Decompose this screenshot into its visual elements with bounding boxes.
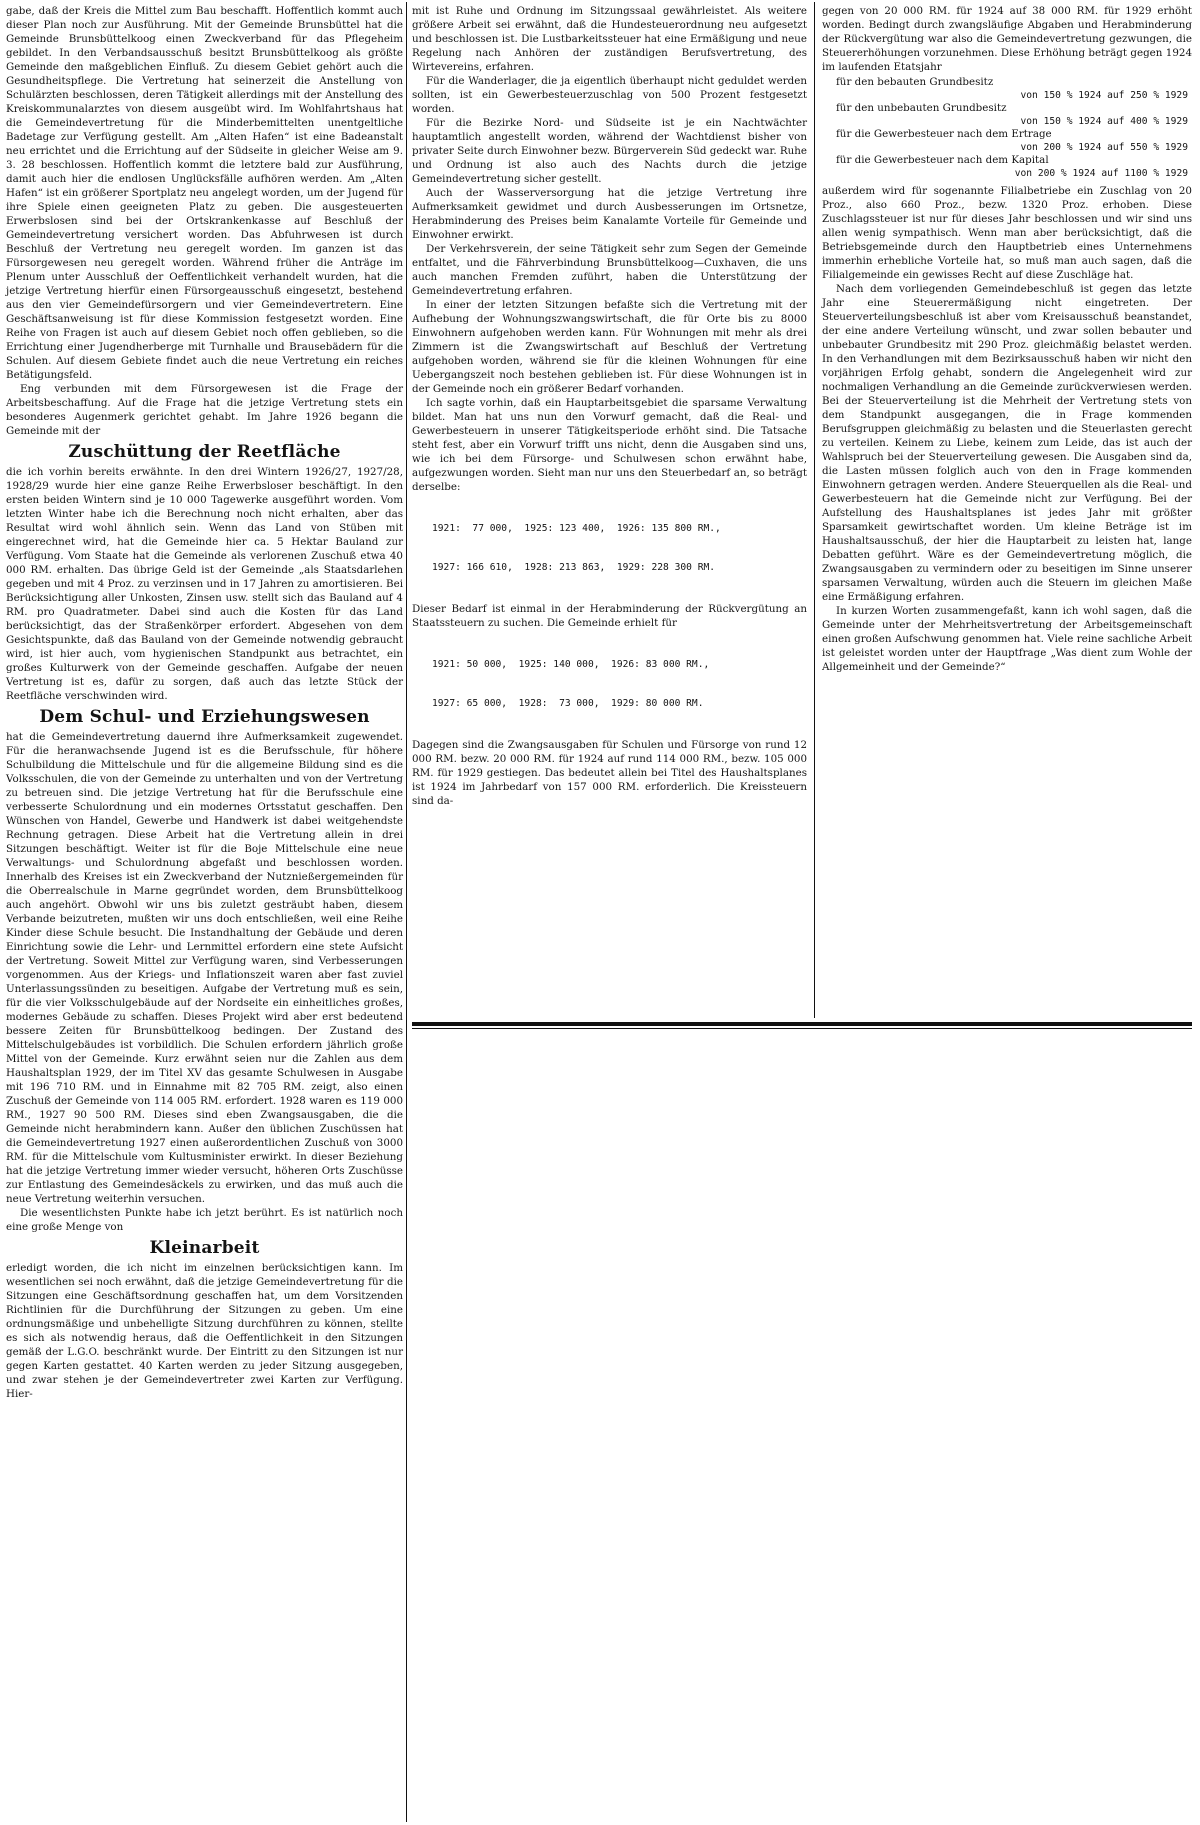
paragraph: Für die Wanderlager, die ja eigentlich überhaupt nicht geduldet werden sollten, ist ein Gewerbesteuerzuschlag von 500 Prozent festgesetzt worden. (412, 75, 807, 115)
tax-category: für die Gewerbesteuer nach dem Ertrage (836, 128, 1052, 140)
section-heading: Dem Schul- und Erziehungswesen (39, 707, 370, 727)
paragraph: Ich sagte vorhin, daß ein Hauptarbeitsgebiet die sparsame Verwaltung bildet. Man hat uns nun den Vorwurf gemacht, daß die Real- und Gewerbesteuern in unserer Tätigkeitsperiode erhöht sind. Die Tatsache steht fest, aber ein Vorwurf trifft uns nicht, denn die Ausgaben sind uns, wie ich bei dem Fürsorge- und Schulwesen schon erwähnt habe, aufgezwungen worden. Sieht man nur uns den Steuerbedarf an, so beträgt derselbe: (412, 397, 807, 493)
paragraph: Dieser Bedarf ist einmal in der Herabminderung der Rückvergütung an Staatssteuern zu suchen. Die Gemeinde erhielt für (412, 603, 807, 629)
paragraph: Eng verbunden mit dem Fürsorgewesen ist die Frage der Arbeitsbeschaffung. Auf die Frage hat die jetzige Vertretung stets ein besonderes Augenmerk gerichtet gehabt. Im Jahre 1926 begann die Gemeinde mit der (6, 383, 403, 437)
figures-line: 1921: 50 000, 1925: 140 000, 1926: 83 000 RM., (432, 659, 710, 670)
article-end-rule-thin (412, 1028, 1192, 1029)
paragraph: Für die Bezirke Nord- und Südseite ist je ein Nachtwächter hauptamtlich angestellt worden, während der Wachtdienst bisher von privater Seite durch Einwohner bezw. Bürgerverein Süd gedeckt war. Ruhe und Ordnung ist also auch des Nachts durch die jetzige Gemeindevertretung sicher gestellt. (412, 117, 807, 185)
paragraph: Nach dem vorliegenden Gemeindebeschluß ist gegen das letzte Jahr eine Steuerermäßigung nicht eingetreten. Der Steuerverteilungsbeschluß ist aber vom Kreisausschuß beanstandet, der eine andere Verteilung wünscht, und zwar sollen bebauter und unbebauter Grundbesitz mit 290 Proz. gleichmäßig belastet werden. In den Verhandlungen mit dem Bezirksausschuß haben wir nicht den vorjährigen Erfolg gehabt, sondern die Angelegenheit wird zur nochmaligen Verhandlung an die Gemeinde zurückverwiesen werden. Bei der Steuerverteilung ist die Mehrheit der Vertretung stets von dem Standpunkt ausgegangen, die in Frage kommenden Berufsgruppen gleichmäßig zu belasten und die Steuerlasten gerecht zu verteilen. Keinem zu Liebe, keinem zum Leide, das ist auch der Wahlspruch bei der Steuerverteilung gewesen. Die Ausgaben sind da, die Lasten müssen folglich auch von den in Frage kommenden Einwohnern getragen werden. Andere Steuerquellen als die Real- und Gewerbesteuern hat die Gemeinde nicht zur Verfügung. Bei der Aufstellung des Haushaltsplanes ist jedes Jahr mit größter Sparsamkeit gewirtschaftet worden. Um kleine Beträge ist im Haushaltsausschuß, der hier die Hauptarbeit zu leisten hat, lange Debatten geführt. Wäre es der Gemeindevertretung möglich, die Zwangsausgaben zu vermindern oder zu beseitigen im Sinne unserer sparsamen Verwaltung, würden auch die Steuern im gleichen Maße eine Ermäßigung erfahren. (822, 283, 1192, 603)
article-end-rule (412, 1022, 1192, 1026)
tax-demand-figures (432, 496, 807, 600)
paragraph: erledigt worden, die ich nicht im einzelnen berücksichtigen kann. Im wesentlichen sei noch erwähnt, daß die jetzige Gemeindevertretung für die Sitzungen eine Geschäftsordnung geschaffen hat, um dem Vorsitzenden Richtlinien für die Durchführung der Sitzungen zu geben. Um eine ordnungsmäßige und unbehelligte Sitzung durchführen zu können, stellte es sich als notwendig heraus, daß die Oeffentlichkeit in den Sitzungen gemäß der L.G.O. beschränkt wurde. Der Eintritt zu den Sitzungen ist nur gegen Karten gestattet. 40 Karten werden zu jeder Sitzung ausgegeben, und zwar stehen je der Gemeindevertreter zwei Karten zur Verfügung. Hier- (6, 1262, 403, 1400)
paragraph: außerdem wird für sogenannte Filialbetriebe ein Zuschlag von 20 Proz., also 660 Proz., bezw. 1320 Proz. erhoben. Diese Zuschlagssteuer ist nur für dieses Jahr beschlossen und wir sind uns allen wenig sympathisch. Wenn man aber berücksichtigt, daß die Betriebsgemeinde durch den Hauptbetrieb eines Unternehmens immerhin erhebliche Vorteile hat, so muß man auch sagen, daß die Filialgemeinde ein gewisses Recht auf diese Zuschläge hat. (822, 185, 1192, 281)
paragraph: Der Verkehrsverein, der seine Tätigkeit sehr zum Segen der Gemeinde entfaltet, und die Fährverbindung Brunsbüttelkoog—Cuxhaven, die uns auch manchen Fremden zuführt, haben die Unterstützung der Gemeindevertretung erfahren. (412, 243, 807, 297)
tax-rate-change: von 200 % 1924 auf 550 % 1929 (1020, 142, 1188, 153)
text-column-3 (822, 4, 1192, 674)
paragraph: gabe, daß der Kreis die Mittel zum Bau beschafft. Hoffentlich kommt auch dieser Plan noch zur Ausführung. Mit der Gemeinde Brunsbüttel hat die Gemeinde Brunsbüttelkoog einen Zweckverband für das Pflegeheim gebildet. In den Verbandsausschuß besitzt Brunsbüttelkoog als größte Gemeinde den maßgeblichen Einfluß. Zu diesem Gebiet gehört auch die Gesundheitspflege. Die Vertretung hat seinerzeit die Anstellung von Schulärzten beschlossen, deren Tätigkeit allerdings mit der Anstellung des Kreiskommunalarztes von diesem ausgeübt wird. Im Wohlfahrtshaus hat die Gemeindevertretung für die Minderbemittelten unentgeltliche Badetage zur Verfügung gestellt. Am „Alten Hafen“ ist eine Badeanstalt neu errichtet und die Errichtung auf der Südseite in gleicher Weise am 9. 3. 28 beschlossen. Hoffentlich kommt die letztere bald zur Ausführung, damit auch hier die endlosen Unglücksfälle aufhören werden. Am „Alten Hafen“ ist ein größerer Sportplatz neu angelegt worden, um der Jugend für ihre Spiele einen geeigneten Platz zu geben. Die ausgesteuerten Erwerbslosen sind bei der Ortskrankenkasse auf Beschluß der Gemeindevertretung versichert worden. Das Abfuhrwesen ist durch Beschluß der Vertretung neu geregelt worden. Im ganzen ist das Fürsorgewesen neu geregelt worden. Während früher die Anträge im Plenum unter Ausschluß der Oeffentlichkeit verhandelt wurden, hat die jetzige Vertretung hierfür einen Fürsorgeausschuß eingesetzt, bestehend aus den vier Gemeindefürsorgern und vier Gemeindevertretern. Eine Geschäftsanweisung ist für diese Kommission festgesetzt worden. Eine Reihe von Fragen ist auch auf diesem Gebiet noch offen geblieben, so die Errichtung einer Jugendherberge mit Turnhalle und Brausebädern für die Schulen. Auf diesem Gebiete findet auch die neue Vertretung ein reiches Betätigungsfeld. (6, 5, 403, 381)
text-column-1 (6, 4, 403, 1401)
figures-line: 1927: 166 610, 1928: 213 863, 1929: 228 300 RM. (432, 562, 716, 573)
figures-line: 1921: 77 000, 1925: 123 400, 1926: 135 800 RM., (432, 523, 721, 534)
paragraph: mit ist Ruhe und Ordnung im Sitzungssaal gewährleistet. Als weitere größere Arbeit sei erwähnt, daß die Hundesteuerordnung neu aufgesetzt und beschlossen ist. Die Lustbarkeitssteuer hat eine Ermäßigung und neue Regelung nach Anhören der zuständigen Berufsvertretung, des Wirtevereins, erfahren. (412, 5, 807, 73)
paragraph: Auch der Wasserversorgung hat die jetzige Vertretung ihre Aufmerksamkeit gewidmet und durch Ausbesserungen im Ortsnetze, Herabminderung des Preises beim Kanalamte Vorteile für Gemeinde und Einwohner erwirkt. (412, 187, 807, 241)
tax-rate-change: von 150 % 1924 auf 400 % 1929 (1020, 116, 1188, 127)
tax-rate-change: von 150 % 1924 auf 250 % 1929 (1020, 90, 1188, 101)
tax-category: für den bebauten Grundbesitz (836, 76, 994, 88)
tax-rate-change: von 200 % 1924 auf 1100 % 1929 (1014, 168, 1188, 179)
section-heading: Kleinarbeit (149, 1238, 260, 1258)
section-heading: Zuschüttung der Reetfläche (68, 442, 341, 462)
tax-category: für die Gewerbesteuer nach dem Kapital (836, 154, 1049, 166)
paragraph: die ich vorhin bereits erwähnte. In den drei Wintern 1926/27, 1927/28, 1928/29 wurde hier eine ganze Reihe Erwerbsloser beschäftigt. In den ersten beiden Wintern sind je 10 000 Tagewerke ausgeführt worden. Vom letzten Winter habe ich die Berechnung noch nicht erhalten, aber das Resultat wird wohl ähnlich sein. Wenn das Land von Stüben mit eingerechnet wird, hat die Gemeinde hier ca. 5 Hektar Bauland zur Verfügung. Vom Staate hat die Gemeinde als verlorenen Zuschuß etwa 40 000 RM. erhalten. Das übrige Geld ist der Gemeinde „als Staatsdarlehen gegeben und mit 4 Proz. zu verzinsen und in 17 Jahren zu amortisieren. Bei Berücksichtigung aller Unkosten, Zinsen usw. stellt sich das Bauland auf 4 RM. pro Quadratmeter. Dabei sind auch die Kosten für das Land berücksichtigt, das der Straßenkörper erfordert. Abgesehen von dem Gesichtspunkte, daß das Bauland von der Gemeinde notwendig gebraucht wird, ist hier auch, vom hygienischen Standpunkt aus betrachtet, ein großes Kulturwerk von der Gemeinde geschaffen. Aufgabe der neuen Vertretung ist es, dafür zu sorgen, daß auch das letzte Stück der Reetfläche verschwinden wird. (6, 466, 403, 702)
paragraph: Dagegen sind die Zwangsausgaben für Schulen und Fürsorge von rund 12 000 RM. bezw. 20 000 RM. für 1924 auf rund 114 000 RM., bezw. 105 000 RM. für 1929 gestiegen. Das bedeutet allein bei Titel des Haushaltsplanes ist 1924 im Jahrbedarf von 157 000 RM. erforderlich. Die Kreissteuern sind da- (412, 739, 807, 807)
tax-category: für den unbebauten Grundbesitz (836, 102, 1007, 114)
paragraph: In einer der letzten Sitzungen befaßte sich die Vertretung mit der Aufhebung der Wohnungszwangswirtschaft, die für Orte bis zu 8000 Einwohnern aufgehoben werden kann. Für Wohnungen mit mehr als drei Zimmern ist die Zwangswirtschaft auf Beschluß der Vertretung aufgehoben worden, während sie für die kleinen Wohnungen für eine Uebergangszeit noch bestehen geblieben ist. Für diese Wohnungen ist in der Gemeinde noch ein größerer Bedarf vorhanden. (412, 299, 807, 395)
refund-figures (432, 632, 807, 736)
paragraph: hat die Gemeindevertretung dauernd ihre Aufmerksamkeit zugewendet. Für die heranwachsende Jugend ist es die Berufsschule, für höhere Schulbildung die Mittelschule und für die allgemeine Bildung sind es die Volksschulen, die von der Gemeinde zu unterhalten und von der Vertretung zu betreuen sind. Die jetzige Vertretung hat für die Berufsschule eine verbesserte Schulordnung und ein modernes Ortsstatut geschaffen. Den Wünschen von Handel, Gewerbe und Handwerk ist dabei weitgehendste Rechnung getragen. Diese Arbeit hat die Vertretung allein in drei Sitzungen beschäftigt. Weiter ist für die Boje Mittelschule eine neue Verwaltungs- und Schulordnung abgefaßt und beschlossen worden. Innerhalb des Kreises ist ein Zweckverband der Nutznießergemeinden für die Oberrealschule in Marne gegründet worden, dem Brunsbüttelkoog auch angehört. Obwohl wir uns bis zuletzt gesträubt haben, diesem Verbande beizutreten, mußten wir uns doch entschließen, weil eine Reihe Kinder diese Schule besucht. Die Instandhaltung der Gebäude und deren Einrichtung sowie die Lehr- und Lernmittel erfordern eine stete Aufsicht der Vertretung. Soweit Mittel zur Verfügung waren, sind Verbesserungen vorgenommen. Aus der Kriegs- und Inflationszeit waren aber fast zuviel Unterlassungssünden zu beseitigen. Aufgabe der Vertretung muß es sein, für die vier Volksschulgebäude auf der Nordseite ein einheitliches großes, modernes Gebäude zu schaffen. Dieses Projekt wird aber erst bedeutend bessere Zeiten für Brunsbüttelkoog bedingen. Der Zustand des Mittelschulgebäudes ist vorbildlich. Die Schulen erfordern jährlich große Mittel von der Gemeinde. Kurz erwähnt seien nur die Zahlen aus dem Haushaltsplan 1929, der im Titel XV das gesamte Schulwesen in Ausgabe mit 196 710 RM. und in Einnahme mit 82 705 RM. zeigt, also einen Zuschuß der Gemeinde von 114 005 RM. erfordert. 1928 waren es 119 000 RM., 1927 90 500 RM. Dieses sind eben Zwangsausgaben, die die Gemeinde nicht herabmindern kann. Außer den üblichen Zuschüssen hat die Gemeindevertretung 1927 einen außerordentlichen Zuschuß von 3000 RM. für die Mittelschule vom Kultusminister erwirkt. In dieser Beziehung hat die jetzige Vertretung immer wieder versucht, höheren Orts Zuschüsse zur Entlastung des Gemeindesäckels zu erwirken, und das muß auch die neue Vertretung weiterhin versuchen. (6, 731, 403, 1205)
paragraph: Die wesentlichsten Punkte habe ich jetzt berührt. Es ist natürlich noch eine große Menge von (6, 1207, 403, 1233)
paragraph: gegen von 20 000 RM. für 1924 auf 38 000 RM. für 1929 erhöht worden. Bedingt durch zwangsläufige Abgaben und Herabminderung der Rückvergütung war also die Gemeindevertretung gezwungen, die Steuererhöhungen vorzunehmen. Diese Erhöhung beträgt gegen 1924 im laufenden Etatsjahr (822, 5, 1192, 73)
column-divider-left (406, 2, 407, 1822)
text-column-2 (412, 4, 807, 808)
figures-line: 1927: 65 000, 1928: 73 000, 1929: 80 000 RM. (432, 698, 704, 709)
column-divider-right (814, 2, 815, 1018)
paragraph: In kurzen Worten zusammengefaßt, kann ich wohl sagen, daß die Gemeinde unter der Mehrheitsvertretung der Arbeitsgemeinschaft einen großen Aufschwung genommen hat. Viele reine sachliche Arbeit ist geleistet worden unter der Hauptfrage „Was dient zum Wohle der Allgemeinheit und der Gemeinde?“ (822, 605, 1192, 673)
tax-rate-table (836, 76, 1192, 180)
